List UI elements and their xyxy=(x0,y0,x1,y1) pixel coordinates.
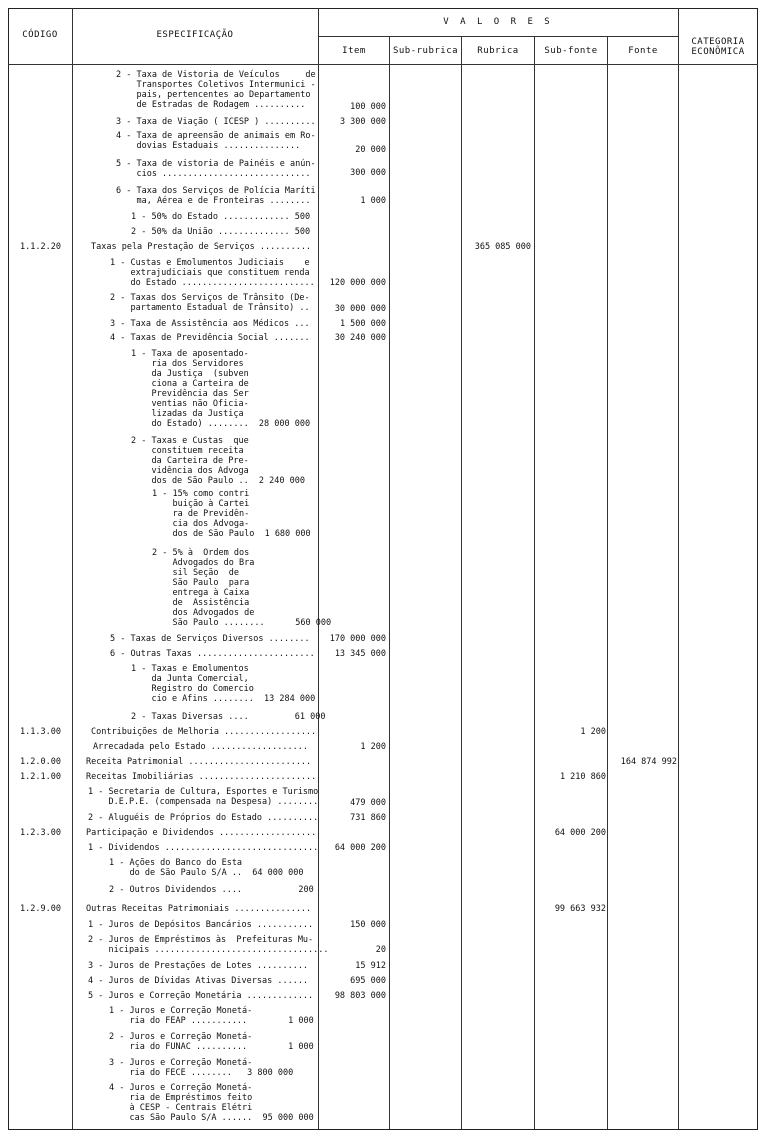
subfonte-value: 1 210 860 xyxy=(559,772,606,782)
row-specification: 2 - Outros Dividendos .... 200 xyxy=(109,885,314,895)
header-fonte: Fonte xyxy=(628,46,658,56)
item-value: 1 200 xyxy=(360,742,386,752)
row-specification: 4 - Juros e Correção Monetá- ria de Empréstimos feito à CESP - Centrais Elétri cas São Paulo S/A ...... 95 000 000 xyxy=(109,1083,314,1123)
row-specification: 1 - Ações do Banco do Esta do de São Paulo S/A .. 64 000 000 xyxy=(109,858,304,878)
item-value: 1 000 xyxy=(360,196,386,206)
row-specification: Outras Receitas Patrimoniais ............... xyxy=(86,904,312,914)
row-specification: 2 - 5% à Ordem dos Advogados do Bra sil Seção de São Paulo para entrega à Caixa de Assistência dos Advogados de São Paulo ........ 560 000 xyxy=(152,548,332,628)
row-specification: 1 - Taxas e Emolumentos da Junta Comercial, Registro do Comercio cio e Afins ........ 13 284 000 xyxy=(131,664,316,704)
header-bottom-line xyxy=(8,64,758,65)
header-especificacao: ESPECIFICAÇÃO xyxy=(156,30,234,40)
row-code: 1.2.0.00 xyxy=(20,757,61,767)
row-specification: Arrecadada pelo Estado ................... xyxy=(93,742,308,752)
col-divider-subfonte xyxy=(607,36,608,1129)
row-code: 1.2.3.00 xyxy=(20,828,61,838)
row-specification: Receita Patrimonial ........................ xyxy=(86,757,312,767)
item-value: 100 000 xyxy=(350,102,386,112)
item-value: 98 803 000 xyxy=(334,991,386,1001)
row-specification: 2 - Aluguéis de Próprios do Estado .......... xyxy=(88,813,319,823)
row-specification: 2 - Juros de Empréstimos às Prefeituras Mu- nicipais .................................. xyxy=(88,935,329,955)
row-specification: 2 - 50% da União .............. 500 xyxy=(131,227,311,237)
row-specification: 5 - Taxa de vistoria de Painéis e anún- cios ............................. xyxy=(116,159,316,179)
header-rubrica: Rubrica xyxy=(477,46,519,56)
row-specification: 6 - Taxa dos Serviços de Polícia Maríti ma, Aérea e de Fronteiras ........ xyxy=(116,186,316,206)
row-specification: 4 - Juros de Dívidas Ativas Diversas ...... xyxy=(88,976,309,986)
row-specification: 2 - Taxas dos Serviços de Trânsito (De- partamento Estadual de Trânsito) .. xyxy=(110,293,310,313)
row-specification: Taxas pela Prestação de Serviços .......... xyxy=(91,242,312,252)
subfonte-value: 99 663 932 xyxy=(554,904,606,914)
row-specification: 1 - 50% do Estado ............. 500 xyxy=(131,212,311,222)
header-categoria: CATEGORIA ECONÔMICA xyxy=(691,37,745,57)
col-divider-codigo xyxy=(72,8,73,1129)
row-specification: 2 - Taxas e Custas que constituem receita da Carteira de Pre- vidência dos Advoga dos de São Paulo .. 2 240 000 xyxy=(131,436,305,486)
row-specification: 1 - Secretaria de Cultura, Esportes e Turismo D.E.P.E. (compensada na Despesa) ........ xyxy=(88,787,319,807)
row-specification: 3 - Taxa de Assistência aos Médicos ... xyxy=(110,319,310,329)
header-valores: V A L O R E S xyxy=(443,17,553,27)
header-item: Item xyxy=(342,46,366,56)
row-specification: 3 - Juros e Correção Monetá- ria do FECE ........ 3 800 000 xyxy=(109,1058,294,1078)
item-value: 30 240 000 xyxy=(334,333,386,343)
header-subfonte: Sub-fonte xyxy=(544,46,598,56)
row-specification: 4 - Taxa de apreensão de animais em Ro- dovias Estaduais ............... xyxy=(116,131,316,151)
item-value: 20 000 xyxy=(355,145,386,155)
row-specification: 1 - Juros e Correção Monetá- ria do FEAP ........... 1 000 xyxy=(109,1006,314,1026)
item-value: 300 000 xyxy=(350,168,386,178)
item-value: 120 000 000 xyxy=(329,278,386,288)
row-specification: 1 - Custas e Emolumentos Judiciais e extrajudiciais que constituem renda do Estado .......................... xyxy=(110,258,315,288)
row-specification: 3 - Juros de Prestações de Lotes .......... xyxy=(88,961,309,971)
row-specification: 5 - Taxas de Serviços Diversos ........ xyxy=(110,634,310,644)
item-value: 13 345 000 xyxy=(334,649,386,659)
header-codigo: CÓDIGO xyxy=(22,30,58,40)
row-code: 1.1.3.00 xyxy=(20,727,61,737)
valores-underline xyxy=(318,36,678,37)
row-specification: 5 - Juros e Correção Monetária ............. xyxy=(88,991,314,1001)
fonte-value: 164 874 992 xyxy=(620,757,677,767)
item-value: 3 300 000 xyxy=(339,117,386,127)
row-specification: Contribuições de Melhoria .................. xyxy=(91,727,317,737)
subfonte-value: 64 000 200 xyxy=(554,828,606,838)
header-subrubrica: Sub-rubrica xyxy=(392,46,459,56)
row-specification: 2 - Juros e Correção Monetá- ria do FUNAC .......... 1 000 xyxy=(109,1032,314,1052)
row-specification: 1 - Dividendos .............................. xyxy=(88,843,319,853)
item-value: 1 500 000 xyxy=(339,319,386,329)
col-divider-subrubrica xyxy=(461,36,462,1129)
subfonte-value: 1 200 xyxy=(580,727,606,737)
item-value: 64 000 200 xyxy=(334,843,386,853)
row-code: 1.1.2.20 xyxy=(20,242,61,252)
item-value: 20 xyxy=(375,945,386,955)
col-divider-rubrica xyxy=(534,36,535,1129)
row-code: 1.2.1.00 xyxy=(20,772,61,782)
row-specification: 1 - 15% como contri buição à Cartei ra de Previdên- cia dos Advoga- dos de São Paulo 1 680 000 xyxy=(152,489,311,539)
col-divider-fonte xyxy=(678,8,679,1129)
row-specification: 1 - Taxa de aposentado- ria dos Servidores da Justiça (subven ciona a Carteira de Previdência das Ser ventias não Oficia- lizadas da Justiça do Estado) ........ 28 000 000 xyxy=(131,349,311,429)
rubrica-value: 365 085 000 xyxy=(474,242,531,252)
row-specification: 6 - Outras Taxas ....................... xyxy=(110,649,315,659)
row-specification: Receitas Imobiliárias ....................... xyxy=(86,772,317,782)
row-specification: 3 - Taxa de Viação ( ICESP ) .......... xyxy=(116,117,316,127)
row-code: 1.2.9.00 xyxy=(20,904,61,914)
item-value: 30 000 000 xyxy=(334,304,386,314)
item-value: 731 860 xyxy=(350,813,386,823)
item-value: 479 000 xyxy=(350,798,386,808)
col-divider-item xyxy=(389,36,390,1129)
row-specification: Participação e Dividendos ................... xyxy=(86,828,317,838)
item-value: 150 000 xyxy=(350,920,386,930)
item-value: 695 000 xyxy=(350,976,386,986)
item-value: 170 000 000 xyxy=(329,634,386,644)
row-specification: 2 - Taxa de Vistoria de Veículos de Transportes Coletivos Intermunici - pais, pertencentes ao Departamento de Estradas de Rodagem .......... xyxy=(116,70,316,110)
row-specification: 2 - Taxas Diversas .... 61 000 xyxy=(131,712,326,722)
row-specification: 4 - Taxas de Previdência Social ....... xyxy=(110,333,310,343)
row-specification: 1 - Juros de Depósitos Bancários ........... xyxy=(88,920,314,930)
item-value: 15 912 xyxy=(355,961,386,971)
